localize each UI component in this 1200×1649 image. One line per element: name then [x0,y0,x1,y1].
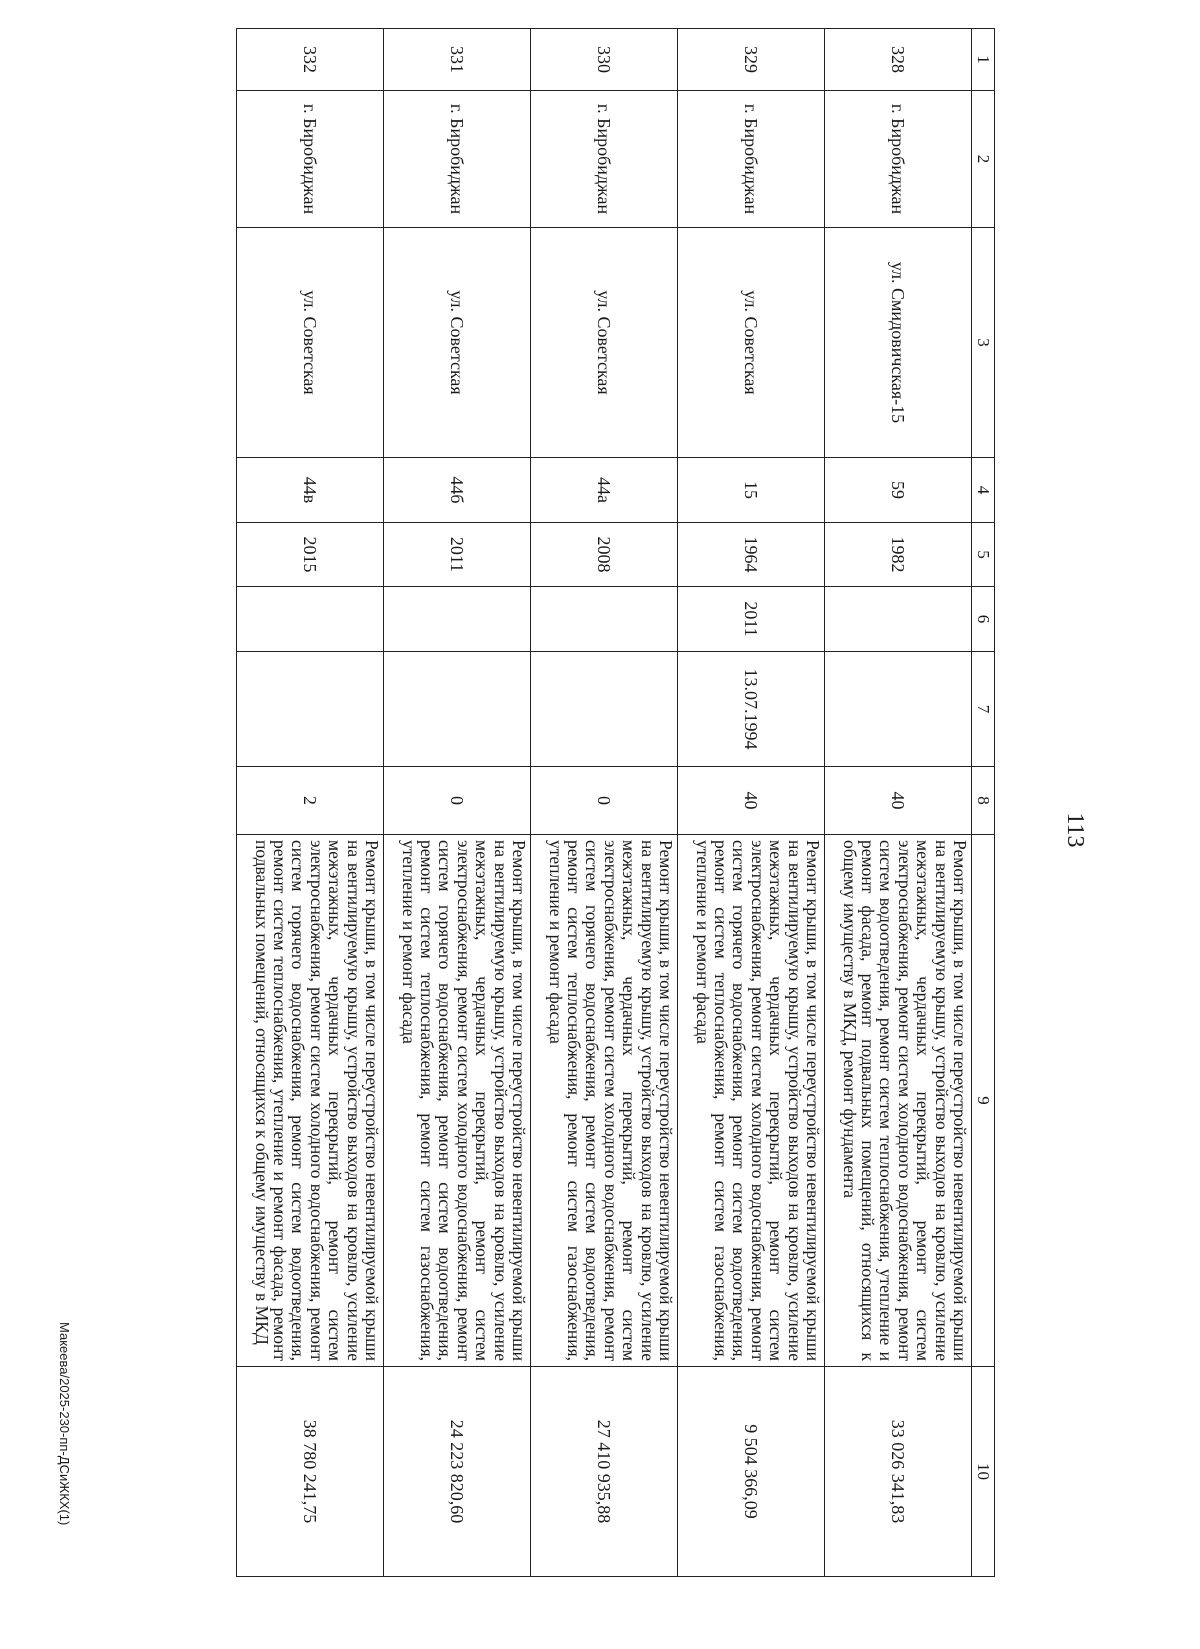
table-row [678,29,825,1577]
column-number-cell: 6 [972,587,995,652]
street-cell: ул. Советская [678,228,825,458]
house-number-cell: 15 [678,458,825,523]
column-number-cell: 10 [972,1367,995,1577]
date-cell [531,652,678,767]
works-description-cell: Ремонт крыши, в том числе переустройство невентилируемой крыши на вентилируемую крышу, устройство выходов на кровлю, усиление межэтажных, чердачных перекрытий, ремонт систем электроснабжения, ремонт систем холодного водоснабжения, ремонт систем горячего водоснабжения, ремонт систем водоотведения, ремонт систем теплоснабжения, утепление и ремонт фасада, ремонт подвальных помещений, относящихся к общему имуществу в МКД [237,835,384,1367]
street-cell: ул. Советская [531,228,678,458]
year-built-cell: 1982 [825,523,972,587]
house-number-cell: 44б [384,458,531,523]
street-cell: ул. Советская [384,228,531,458]
year-built-cell: 2008 [531,523,678,587]
column-number-row [972,29,995,1577]
date-cell [237,652,384,767]
date-cell [825,652,972,767]
house-number-cell: 44а [531,458,678,523]
table-row [531,29,678,1577]
cost-cell: 38 780 241,75 [237,1367,384,1577]
year-built-cell: 2015 [237,523,384,587]
column-number-cell: 9 [972,835,995,1367]
cost-cell: 9 504 366,09 [678,1367,825,1577]
column-8-cell: 0 [384,767,531,835]
column-6-cell [531,587,678,652]
house-number-cell: 44в [237,458,384,523]
column-6-cell [384,587,531,652]
column-number-cell: 3 [972,228,995,458]
column-number-cell: 1 [972,29,995,91]
works-description-cell: Ремонт крыши, в том числе переустройство невентилируемой крыши на вентилируемую крышу, устройство выходов на кровлю, усиление межэтажных, чердачных перекрытий, ремонт систем электроснабжения, ремонт систем холодного водоснабжения, ремонт систем горячего водоснабжения, ремонт систем водоотведения, ремонт систем теплоснабжения, ремонт систем газоснабжения, утепление и ремонт фасада [384,835,531,1367]
date-cell: 13.07.1994 [678,652,825,767]
table-row [384,29,531,1577]
table-row [237,29,384,1577]
city-cell: г. Биробиджан [531,91,678,228]
row-number: 331 [384,29,531,91]
row-number: 330 [531,29,678,91]
column-8-cell: 40 [678,767,825,835]
column-number-cell: 2 [972,91,995,228]
works-description-cell: Ремонт крыши, в том числе переустройство невентилируемой крыши на вентилируемую крышу, устройство выходов на кровлю, усиление межэтажных, чердачных перекрытий, ремонт систем электроснабжения, ремонт систем холодного водоснабжения, ремонт систем горячего водоснабжения, ремонт систем водоотведения, ремонт систем теплоснабжения, ремонт систем газоснабжения, утепление и ремонт фасада [678,835,825,1367]
city-cell: г. Биробиджан [237,91,384,228]
column-number-cell: 7 [972,652,995,767]
date-cell [384,652,531,767]
city-cell: г. Биробиджан [384,91,531,228]
column-6-cell [825,587,972,652]
street-cell: ул. Советская [237,228,384,458]
works-description-cell: Ремонт крыши, в том числе переустройство невентилируемой крыши на вентилируемую крышу, устройство выходов на кровлю, усиление межэтажных, чердачных перекрытий, ремонт систем электроснабжения, ремонт систем холодного водоснабжения, ремонт систем водоотведения, ремонт систем теплоснабжения, утепление и ремонт фасада, ремонт подвальных помещений, относящихся к общему имуществу в МКД, ремонт фундамента [825,835,972,1367]
table-row [825,29,972,1577]
works-description-cell: Ремонт крыши, в том числе переустройство невентилируемой крыши на вентилируемую крышу, устройство выходов на кровлю, усиление межэтажных, чердачных перекрытий, ремонт систем электроснабжения, ремонт систем холодного водоснабжения, ремонт систем горячего водоснабжения, ремонт систем водоотведения, ремонт систем теплоснабжения, ремонт систем газоснабжения, утепление и ремонт фасада [531,835,678,1367]
column-number-cell: 4 [972,458,995,523]
cost-cell: 33 026 341,83 [825,1367,972,1577]
cost-cell: 24 223 820,60 [384,1367,531,1577]
document-footer-code: Макеева/2025-230-пп-ДСиЖКХ(1) [57,1322,72,1526]
column-6-cell: 2011 [678,587,825,652]
street-cell: ул. Смидовичская-15 [825,228,972,458]
year-built-cell: 1964 [678,523,825,587]
row-number: 329 [678,29,825,91]
year-built-cell: 2011 [384,523,531,587]
column-8-cell: 0 [531,767,678,835]
city-cell: г. Биробиджан [825,91,972,228]
cost-cell: 27 410 935,88 [531,1367,678,1577]
page-number: 113 [1062,812,1088,848]
column-8-cell: 2 [237,767,384,835]
column-6-cell [237,587,384,652]
row-number: 332 [237,29,384,91]
row-number: 328 [825,29,972,91]
city-cell: г. Биробиджан [678,91,825,228]
column-number-cell: 5 [972,523,995,587]
column-8-cell: 40 [825,767,972,835]
house-number-cell: 59 [825,458,972,523]
repair-program-table [236,28,995,1577]
column-number-cell: 8 [972,767,995,835]
